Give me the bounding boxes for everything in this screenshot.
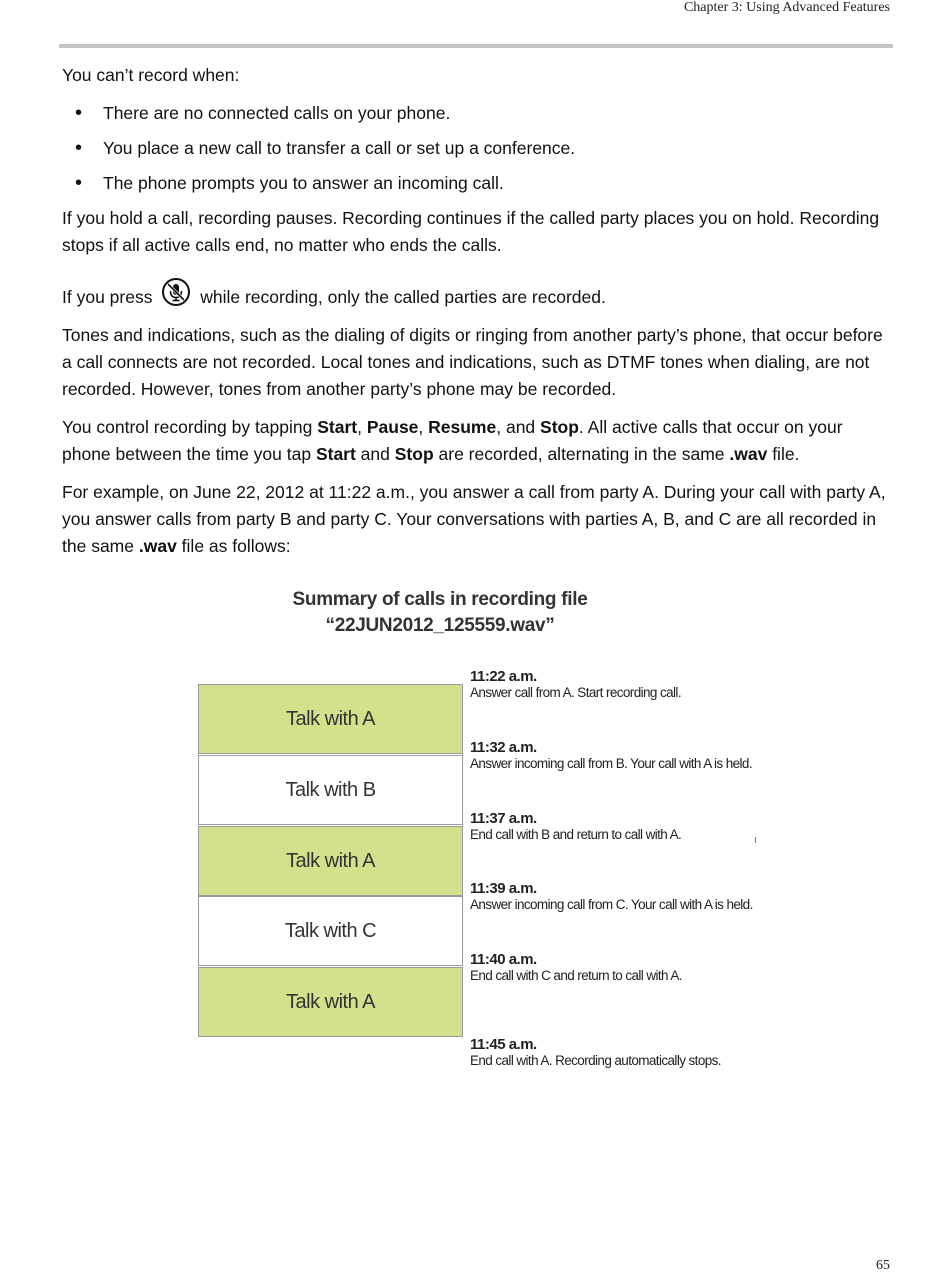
timeline-event <box>470 669 830 700</box>
timeline-event <box>470 740 830 771</box>
control-paragraph <box>62 414 892 468</box>
figure-filename: “22JUN2012_125559.wav” <box>325 615 555 636</box>
header-rule <box>59 44 893 48</box>
control-text: . All active calls that occur on your phone between the time you tap <box>62 417 843 464</box>
stop-keyword: Stop <box>394 444 434 464</box>
stray-tick-mark <box>755 837 756 843</box>
timeline-event <box>470 811 830 842</box>
event-time: 11:40 a.m. <box>470 951 537 968</box>
stop-keyword: Stop <box>540 417 579 437</box>
start-keyword: Start <box>315 444 356 464</box>
resume-keyword: Resume <box>428 417 497 437</box>
event-description: End call with C and return to call with A. <box>470 968 682 983</box>
page-content <box>62 62 892 571</box>
bullet-list <box>62 100 892 197</box>
tones-paragraph: Tones and indications, such as the dialing of digits or ringing from another party’s phone, that occur before a call connects are not recorded. Local tones and indications, such as DTMF tones when dialing, are not recorded. However, tones from another party’s phone may be recorded. <box>62 325 883 399</box>
page-number: 65 <box>876 1258 890 1273</box>
example-paragraph <box>62 479 892 560</box>
start-keyword: Start <box>317 417 358 437</box>
event-time: 11:37 a.m. <box>470 810 537 827</box>
control-text: , <box>418 417 429 437</box>
timeline-event <box>470 1037 830 1068</box>
event-description: Answer call from A. Start recording call. <box>470 685 681 700</box>
event-time: 11:45 a.m. <box>470 1036 537 1053</box>
example-text: For example, on June 22, 2012 at 11:22 a.m., you answer a call from party A. During your call with party A, you answer calls from party B and party C. Your conversations with parties A, B, and C are all recorded in the same <box>62 482 886 556</box>
talk-segment: Talk with A <box>198 826 463 896</box>
intro-text: You can’t record when: <box>62 65 240 85</box>
control-text: file. <box>767 444 800 464</box>
hold-paragraph: If you hold a call, recording pauses. Recording continues if the called party places you on hold. Recording stops if all active calls end, no matter who ends the calls. <box>62 208 880 255</box>
figure-title: Summary of calls in recording file <box>292 589 588 610</box>
chapter-header: Chapter 3: Using Advanced Features <box>683 0 890 15</box>
talk-segment: Talk with B <box>198 755 463 825</box>
wav-keyword: .wav <box>729 444 768 464</box>
mute-microphone-icon <box>161 277 191 307</box>
event-time: 11:39 a.m. <box>470 880 537 897</box>
press-text-after: while recording, only the called parties are recorded. <box>200 287 606 307</box>
event-description: Answer incoming call from C. Your call with A is held. <box>470 897 753 912</box>
control-text: and <box>355 444 395 464</box>
bullet-item: • The phone prompts you to answer an incoming call. <box>62 170 892 197</box>
event-time: 11:22 a.m. <box>470 668 537 685</box>
event-description: End call with B and return to call with A. <box>470 827 682 842</box>
event-description: Answer incoming call from B. Your call with A is held. <box>470 756 752 771</box>
press-paragraph <box>62 277 892 311</box>
press-text-before: If you press <box>62 287 153 307</box>
event-description: End call with A. Recording automatically stops. <box>470 1053 721 1068</box>
control-text: , <box>357 417 367 437</box>
timeline-event <box>470 952 830 983</box>
recording-summary-figure <box>0 585 950 1085</box>
control-text: are recorded, alternating in the same <box>433 444 730 464</box>
timeline-event <box>470 881 830 912</box>
control-text: You control recording by tapping <box>62 417 318 437</box>
bullet-item: • You place a new call to transfer a call or set up a conference. <box>62 135 892 162</box>
talk-segment: Talk with C <box>198 896 463 966</box>
wav-keyword: .wav <box>138 536 177 556</box>
bullet-item: • There are no connected calls on your phone. <box>62 100 892 127</box>
control-text: , and <box>496 417 541 437</box>
event-time: 11:32 a.m. <box>470 739 537 756</box>
pause-keyword: Pause <box>366 417 419 437</box>
talk-segment: Talk with A <box>198 967 463 1037</box>
talk-segment: Talk with A <box>198 684 463 754</box>
example-text: file as follows: <box>176 536 291 556</box>
